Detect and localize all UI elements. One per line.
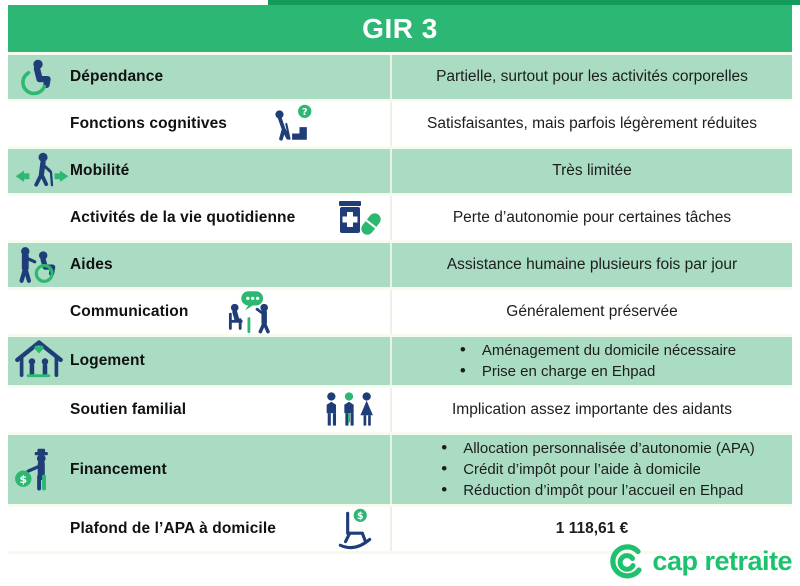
row-value: Implication assez importante des aidants <box>451 401 732 418</box>
funding-icon <box>14 448 62 492</box>
row-category-cell <box>8 243 392 287</box>
row-category-cell <box>8 507 392 551</box>
svg-text:?: ? <box>301 107 308 119</box>
row-label: Mobilité <box>70 162 130 179</box>
bullet-item: • Aménagement du domicile nécessaire <box>456 340 736 361</box>
wheelchair-icon <box>14 58 62 96</box>
bullet-item: • Prise en charge en Ehpad <box>456 361 736 382</box>
medication-icon <box>336 198 382 238</box>
svg-text:$: $ <box>356 511 364 523</box>
row-value-list <box>442 340 742 382</box>
logo-text: cap retraite <box>652 545 792 576</box>
row-category-cell <box>8 149 392 193</box>
row-category-cell <box>8 337 392 385</box>
row-label: Plafond de l’APA à domicile <box>70 520 276 537</box>
gir3-table <box>8 5 792 554</box>
brand-logo <box>609 544 792 578</box>
table-row <box>8 337 792 388</box>
row-label: Fonctions cognitives <box>70 115 228 132</box>
row-category-cell <box>8 55 392 99</box>
row-label: Financement <box>70 460 167 478</box>
table-row <box>8 149 792 196</box>
row-value: Partielle, surtout pour les activités corporelles <box>436 68 748 85</box>
row-label: Logement <box>70 352 145 369</box>
row-category-cell <box>8 290 392 334</box>
family-icon <box>322 391 376 429</box>
row-value: Généralement préservée <box>506 303 678 320</box>
row-label: Communication <box>70 303 189 320</box>
conversation-icon <box>226 290 274 334</box>
table-row <box>8 243 792 290</box>
row-category-cell <box>8 196 392 240</box>
row-category-cell <box>8 102 392 146</box>
row-value-cell <box>392 55 792 99</box>
row-value-cell <box>392 149 792 193</box>
bullet-item: • Allocation personnalisée d’autonomie (APA) <box>437 438 755 459</box>
row-label: Dépendance <box>70 68 164 85</box>
row-label: Aides <box>70 256 113 273</box>
row-category-cell <box>8 435 392 504</box>
row-category-cell <box>8 388 392 432</box>
row-value: Assistance humaine plusieurs fois par jour <box>446 256 738 273</box>
row-value-cell <box>392 243 792 287</box>
table-row <box>8 102 792 149</box>
table-row <box>8 55 792 102</box>
row-value-list <box>423 438 761 501</box>
rocking-chair-icon <box>334 507 376 551</box>
mobility-icon <box>14 151 70 191</box>
cap-retraite-logo-icon <box>609 543 645 579</box>
bullet-item: • Crédit d’impôt pour l’aide à domicile <box>437 459 755 480</box>
row-value: Très limitée <box>552 162 632 179</box>
row-value-cell <box>392 102 792 146</box>
row-value-cell <box>392 388 792 432</box>
bullet-item: • Réduction d’impôt pour l’accueil en Ehpad <box>437 480 755 501</box>
table-row <box>8 196 792 243</box>
caregiver-icon <box>14 245 66 285</box>
row-value-cell <box>392 196 792 240</box>
row-label: Soutien familial <box>70 401 187 418</box>
cognition-icon <box>265 104 315 144</box>
table-header <box>8 5 792 55</box>
row-value: Perte d’autonomie pour certaines tâches <box>452 209 732 226</box>
page-title: GIR 3 <box>362 12 438 44</box>
table-row <box>8 290 792 337</box>
row-value-cell <box>392 337 792 385</box>
row-label: Activités de la vie quotidienne <box>70 209 296 226</box>
table-row <box>8 435 792 507</box>
row-value-cell <box>392 435 792 504</box>
row-value-cell <box>392 290 792 334</box>
row-value: Satisfaisantes, mais parfois légèrement réduites <box>427 115 757 132</box>
svg-text:$: $ <box>19 472 28 486</box>
row-value: 1 118,61 € <box>555 520 629 537</box>
table-row <box>8 388 792 435</box>
house-icon <box>14 339 64 383</box>
